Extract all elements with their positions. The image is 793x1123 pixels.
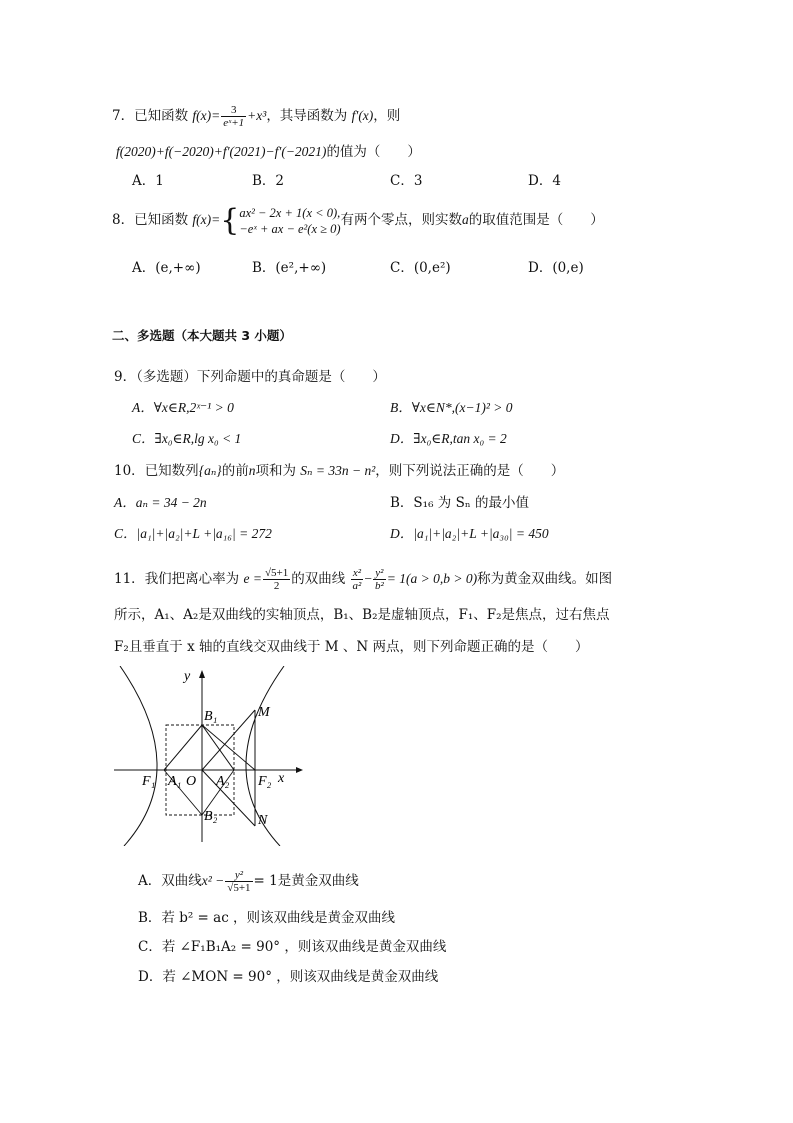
q11-p3: 称为黄金双曲线。如图 xyxy=(477,571,613,587)
label-o: O xyxy=(186,774,197,789)
q10-p4: ，则下列说法正确的是（ ） xyxy=(375,463,565,479)
q8-ask: 的取值范围是（ ） xyxy=(468,212,604,228)
q11-opta-pre: A．双曲线 xyxy=(138,873,202,889)
q11-condition: = 1(a > 0,b > 0) xyxy=(386,571,478,586)
q8-stem xyxy=(112,200,604,240)
q7-fraction xyxy=(221,104,246,129)
q11-e-lhs: e = xyxy=(243,571,262,586)
y-axis-arrow xyxy=(199,670,205,678)
q11-e-num: √5+1 xyxy=(264,567,289,579)
q10-seq: {aₙ} xyxy=(198,463,222,478)
q8-option-b[interactable]: B．(e²,+∞) xyxy=(252,260,327,276)
q7-option-a[interactable]: A．1 xyxy=(132,173,164,189)
q9-option-d[interactable]: D．∃x₀∈R,tan x₀ = 2 xyxy=(390,431,507,446)
q11-option-c[interactable]: C．若 ∠F₁B₁A₂ = 90° ，则该双曲线是黄金双曲线 xyxy=(138,939,447,955)
q8-var: a xyxy=(462,212,469,227)
q7-number: 7． xyxy=(112,108,135,124)
q9-option-c[interactable]: C．∃x₀∈R,lg x₀ < 1 xyxy=(132,431,242,446)
label-n: N xyxy=(258,813,268,828)
q9-text: （多选题）下列命题中的真命题是（ ） xyxy=(136,369,386,385)
q7-stem-line1 xyxy=(112,104,400,129)
q11-option-d[interactable]: D．若 ∠MON = 90° ，则该双曲线是黄金双曲线 xyxy=(138,969,439,985)
q7-stem-line2 xyxy=(116,143,421,161)
q9-stem xyxy=(114,368,386,386)
q8-option-d[interactable]: D．(0,e) xyxy=(528,260,584,276)
q11-stem-line1: 11．我们把离心率为 e = $\frac{√5+1}{2}$ 的双曲线 $\frac{\text{x²}}{\text{a²}}$ − $\frac{\text{y²}}{\text{b²}}$ = 1(a > 0,b > 0)称为黄金双曲线。如图 xyxy=(114,567,613,592)
q7-fx: f(x)= xyxy=(192,108,221,123)
q11-opta-post: = 1是黄金双曲线 xyxy=(253,873,359,889)
q8-option-a[interactable]: A．(e,+∞) xyxy=(132,260,201,276)
q11-y-frac xyxy=(373,567,386,592)
q8-fx: f(x)= xyxy=(192,212,221,227)
q8-mid: 有两个零点，则实数 xyxy=(340,212,463,228)
q11-e-fraction xyxy=(263,567,290,592)
q10-sn: Sₙ = 33n − n² xyxy=(300,463,376,478)
q8-number: 8． xyxy=(112,212,135,228)
q10-stem xyxy=(114,462,564,480)
label-f1: F₁ xyxy=(142,774,156,789)
x-axis-arrow xyxy=(296,767,303,773)
q7-frac-den: eˣ+1 xyxy=(223,117,245,129)
label-y: y xyxy=(184,669,191,684)
q7-option-c[interactable]: C．3 xyxy=(390,173,423,189)
q7-x3: +x³ xyxy=(247,108,267,123)
q8-case2: −eˣ + ax − e²(x ≥ 0) xyxy=(239,221,341,236)
q11-x-frac xyxy=(351,567,364,592)
q8-case1: ax² − 2x + 1(x < 0), xyxy=(239,205,341,220)
label-f2: F₂ xyxy=(258,774,272,789)
q11-e-den: 2 xyxy=(273,580,280,592)
q7-ask: 的值为（ ） xyxy=(326,144,421,160)
q11-stem-line2: 所示，A₁、A₂是双曲线的实轴顶点，B₁、B₂是虚轴顶点，F₁、F₂是焦点，过右焦点 xyxy=(114,607,610,623)
q10-option-a[interactable]: A．aₙ = 34 − 2n xyxy=(114,495,207,510)
q11-x2: x² xyxy=(351,567,364,580)
line-f1-b1 xyxy=(164,725,202,770)
q11-opta-x2: x² − xyxy=(201,873,225,888)
label-b2: B₂ xyxy=(204,809,218,824)
q10-option-c[interactable]: C．|a₁|+|a₂|+L +|a₁₆| = 272 xyxy=(114,526,272,541)
hyperbola-figure xyxy=(110,666,310,846)
q11-a2: a² xyxy=(352,580,362,592)
q8-brace: { xyxy=(220,202,240,238)
label-a2: A₂ xyxy=(216,774,230,789)
q7-tail: ，则 xyxy=(373,108,401,124)
q7-fprime: f′(x) xyxy=(351,108,374,123)
section-2-title: 二、多选题（本大题共 3 小题） xyxy=(112,328,292,343)
q7-option-b[interactable]: B．2 xyxy=(252,173,285,189)
label-x: x xyxy=(278,771,285,786)
q10-p2: 的前 xyxy=(221,463,249,479)
q11-opta-frac xyxy=(225,869,252,894)
q9-number: 9． xyxy=(114,369,137,385)
q11-b2: b² xyxy=(374,580,384,592)
q10-p3: 项和为 xyxy=(255,463,296,479)
label-b1: B₁ xyxy=(204,709,218,724)
q8-cases xyxy=(239,205,340,237)
label-a1: A₁ xyxy=(168,774,182,789)
q7-mid: ，其导函数为 xyxy=(266,108,348,124)
q11-opta-num: y² xyxy=(225,869,252,882)
label-m: M xyxy=(258,705,270,720)
q10-p1: 已知数列 xyxy=(144,463,199,479)
q11-option-a[interactable] xyxy=(138,866,359,896)
line-b1-a2 xyxy=(202,725,234,770)
q7-option-d[interactable]: D．4 xyxy=(528,173,561,189)
q8-option-c[interactable]: C．(0,e²) xyxy=(390,260,451,276)
q10-n: n xyxy=(248,463,256,478)
q7-expression: f(2020)+f(−2020)+f′(2021)−f′(−2021) xyxy=(116,144,327,159)
q7-frac-num: 3 xyxy=(221,104,246,117)
left-branch xyxy=(120,666,157,846)
q9-option-a[interactable]: A．∀x∈R,2ˣ⁻¹ > 0 xyxy=(132,400,234,415)
q8-intro: 已知函数 xyxy=(134,212,189,228)
q7-intro: 已知函数 xyxy=(134,108,189,124)
q11-y2: y² xyxy=(373,567,386,580)
q10-option-b[interactable]: B．S₁₆ 为 Sₙ 的最小值 xyxy=(390,495,529,511)
q11-stem-line3: F₂且垂直于 x 轴的直线交双曲线于 M 、N 两点，则下列命题正确的是（ ） xyxy=(114,639,589,655)
q11-opta-den: √5+1 xyxy=(227,882,251,894)
q10-number: 10． xyxy=(114,463,145,479)
q11-p1: 我们把离心率为 xyxy=(144,571,240,587)
q10-option-d[interactable]: D．|a₁|+|a₂|+L +|a₃₀| = 450 xyxy=(390,526,549,541)
q11-option-b[interactable]: B．若 b² = ac ，则该双曲线是黄金双曲线 xyxy=(138,910,396,926)
q11-number: 11． xyxy=(114,571,145,587)
q9-option-b[interactable]: B．∀x∈N*,(x−1)² > 0 xyxy=(390,400,513,415)
q11-p2: 的双曲线 xyxy=(291,571,346,587)
